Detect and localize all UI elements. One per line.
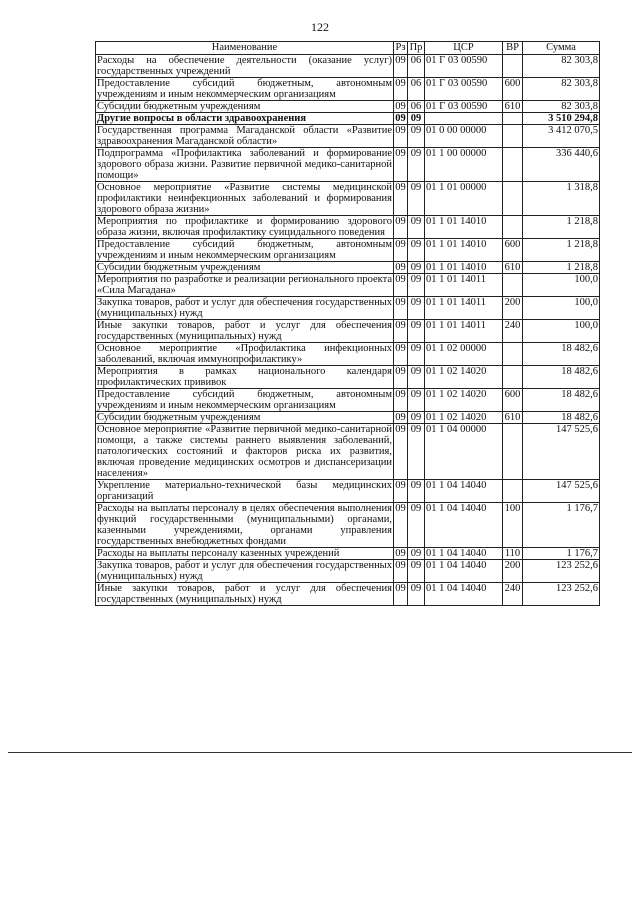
table-row <box>96 412 600 424</box>
cell-csr: 01 1 04 14040 <box>425 480 503 503</box>
cell-csr: 01 1 01 00000 <box>425 182 503 216</box>
table-row <box>96 424 600 480</box>
cell-vr: 110 <box>503 548 523 560</box>
cell-name: Закупка товаров, работ и услуг для обеспечения государственных (муниципальных) нужд <box>97 560 392 582</box>
cell-csr: 01 1 04 00000 <box>425 424 503 480</box>
table-row <box>96 343 600 366</box>
cell-vr: 610 <box>503 412 523 424</box>
cell-name: Основное мероприятие «Развитие первичной медико-санитарной помощи, а также системы раннего выявления заболеваний, патологических состояний и факторов риска их развития, включая проведение медицинских осмотров и диспансеризации населения» <box>97 424 392 479</box>
cell-rz: 09 <box>394 343 408 366</box>
header-sum: Сумма <box>523 42 600 55</box>
header-csr: ЦСР <box>425 42 503 55</box>
cell-name: Основное мероприятие «Развитие системы медицинской профилактики неинфекционных заболеваний и формирования здорового образа жизни» <box>97 182 392 215</box>
header-name: Наименование <box>96 42 394 55</box>
cell-rz: 09 <box>394 78 408 101</box>
cell-name: Подпрограмма «Профилактика заболеваний и формирование здорового образа жизни. Развитие первичной медико-санитарной помощи» <box>97 148 392 181</box>
cell-rz: 09 <box>395 113 406 124</box>
table-row <box>96 182 600 216</box>
cell-sum: 3 412 070,5 <box>523 125 600 148</box>
cell-sum: 123 252,6 <box>523 583 600 606</box>
cell-pr: 09 <box>408 148 425 182</box>
cell-rz: 09 <box>394 320 408 343</box>
cell-rz: 09 <box>394 424 408 480</box>
cell-vr <box>503 113 523 125</box>
cell-sum: 147 525,6 <box>523 424 600 480</box>
table-row <box>96 297 600 320</box>
table-row <box>96 583 600 606</box>
table-row <box>96 216 600 239</box>
cell-name: Иные закупки товаров, работ и услуг для обеспечения государственных (муниципальных) нужд <box>97 320 392 342</box>
table-row <box>96 239 600 262</box>
cell-sum: 18 482,6 <box>523 366 600 389</box>
cell-csr: 01 1 01 14011 <box>425 297 503 320</box>
cell-name: Иные закупки товаров, работ и услуг для обеспечения государственных (муниципальных) нужд <box>97 583 392 605</box>
cell-rz: 09 <box>394 503 408 548</box>
cell-vr <box>503 216 523 239</box>
cell-sum: 1 218,8 <box>523 262 600 274</box>
header-vr: ВР <box>503 42 523 55</box>
cell-name: Расходы на выплаты персоналу в целях обеспечения выполнения функций государственными (муниципальными) органами, казенными учреждениями, органами управления государственных внебюджетных фондами <box>97 503 392 547</box>
cell-rz: 09 <box>394 148 408 182</box>
cell-pr: 06 <box>408 78 425 101</box>
cell-rz: 09 <box>394 182 408 216</box>
table-row <box>96 274 600 297</box>
cell-vr <box>503 366 523 389</box>
cell-csr: 01 1 02 14020 <box>425 366 503 389</box>
cell-rz: 09 <box>394 389 408 412</box>
cell-vr: 600 <box>503 78 523 101</box>
cell-vr: 200 <box>503 297 523 320</box>
cell-name: Расходы на обеспечение деятельности (оказание услуг) государственных учреждений <box>97 55 392 77</box>
cell-pr: 09 <box>408 182 425 216</box>
cell-pr: 09 <box>408 412 425 424</box>
cell-rz: 09 <box>395 548 406 559</box>
table-row <box>96 389 600 412</box>
cell-sum: 100,0 <box>523 320 600 343</box>
cell-pr: 09 <box>408 389 425 412</box>
cell-rz: 09 <box>394 560 408 583</box>
cell-sum: 1 318,8 <box>523 182 600 216</box>
cell-name: Мероприятия по профилактике и формированию здорового образа жизни, включая профилактику суицидального поведения <box>97 216 392 238</box>
cell-csr: 01 Г 03 00590 <box>425 78 503 101</box>
cell-name: Основное мероприятие «Профилактика инфекционных заболеваний, включая иммунопрофилактику» <box>97 343 392 365</box>
cell-pr: 09 <box>408 548 425 560</box>
table-row <box>96 125 600 148</box>
table-row <box>96 548 600 560</box>
table-row <box>96 503 600 548</box>
cell-vr: 610 <box>503 101 523 113</box>
cell-rz: 09 <box>395 412 406 423</box>
cell-vr: 600 <box>503 239 523 262</box>
table-row <box>96 113 600 125</box>
cell-pr: 09 <box>408 560 425 583</box>
cell-pr: 09 <box>408 239 425 262</box>
table-row <box>96 366 600 389</box>
cell-sum: 1 218,8 <box>523 216 600 239</box>
cell-pr: 09 <box>408 343 425 366</box>
cell-csr: 01 1 04 14040 <box>425 560 503 583</box>
table-row <box>96 480 600 503</box>
cell-vr <box>503 148 523 182</box>
cell-pr: 09 <box>408 366 425 389</box>
cell-name: Мероприятия по разработке и реализации регионального проекта «Сила Магадана» <box>97 274 392 296</box>
cell-rz: 09 <box>395 262 406 273</box>
cell-sum: 100,0 <box>523 297 600 320</box>
cell-vr: 610 <box>503 262 523 274</box>
cell-csr: 01 1 02 14020 <box>425 412 503 424</box>
cell-vr <box>503 424 523 480</box>
table-row <box>96 148 600 182</box>
cell-sum: 18 482,6 <box>523 343 600 366</box>
cell-rz: 09 <box>394 274 408 297</box>
cell-pr: 09 <box>408 216 425 239</box>
cell-vr: 600 <box>503 389 523 412</box>
cell-csr <box>425 113 503 125</box>
cell-pr: 09 <box>408 262 425 274</box>
cell-pr: 06 <box>408 101 425 113</box>
cell-sum: 123 252,6 <box>523 560 600 583</box>
cell-rz: 09 <box>394 216 408 239</box>
cell-vr <box>503 125 523 148</box>
header-row <box>96 42 600 55</box>
cell-sum: 1 176,7 <box>523 503 600 548</box>
cell-sum: 3 510 294,8 <box>523 113 600 125</box>
table-body <box>96 55 600 606</box>
cell-name: Субсидии бюджетным учреждениям <box>96 412 394 424</box>
cell-pr: 09 <box>408 274 425 297</box>
cell-rz: 09 <box>394 366 408 389</box>
header-rz: Рз <box>395 42 406 53</box>
cell-vr <box>503 274 523 297</box>
cell-pr: 09 <box>408 503 425 548</box>
cell-sum: 82 303,8 <box>523 101 600 113</box>
header-pr: Пр <box>408 42 425 55</box>
cell-csr: 01 1 02 14020 <box>425 389 503 412</box>
cell-rz: 09 <box>394 125 408 148</box>
cell-csr: 01 1 04 14040 <box>425 583 503 606</box>
cell-sum: 18 482,6 <box>523 412 600 424</box>
cell-pr: 09 <box>408 125 425 148</box>
cell-name: Предоставление субсидий бюджетным, автономным учреждениям и иным некоммерческим организациям <box>97 389 392 411</box>
cell-csr: 01 0 00 00000 <box>425 125 503 148</box>
cell-name: Государственная программа Магаданской области «Развитие здравоохранения Магаданской области» <box>97 125 392 147</box>
cell-vr <box>503 480 523 503</box>
cell-vr: 240 <box>503 583 523 606</box>
table-row <box>96 262 600 274</box>
cell-vr: 240 <box>503 320 523 343</box>
budget-table <box>95 41 600 606</box>
page-number: 122 <box>311 20 329 34</box>
table-row <box>96 55 600 78</box>
cell-csr: 01 1 04 14040 <box>425 548 503 560</box>
cell-rz: 09 <box>394 480 408 503</box>
cell-sum: 18 482,6 <box>523 389 600 412</box>
cell-pr: 09 <box>408 297 425 320</box>
cell-sum: 82 303,8 <box>523 78 600 101</box>
table-row <box>96 101 600 113</box>
cell-csr: 01 1 01 14010 <box>425 262 503 274</box>
cell-csr: 01 Г 03 00590 <box>425 101 503 113</box>
cell-sum: 100,0 <box>523 274 600 297</box>
cell-name: Предоставление субсидий бюджетным, автономным учреждениям и иным некоммерческим организациям <box>97 239 392 261</box>
cell-sum: 1 176,7 <box>523 548 600 560</box>
cell-csr: 01 1 02 00000 <box>425 343 503 366</box>
table-row <box>96 560 600 583</box>
cell-name: Мероприятия в рамках национального календаря профилактических прививок <box>97 366 392 388</box>
cell-csr: 01 1 00 00000 <box>425 148 503 182</box>
cell-rz: 09 <box>394 55 408 78</box>
cell-vr <box>503 182 523 216</box>
table-row <box>96 78 600 101</box>
cell-pr: 06 <box>408 55 425 78</box>
cell-rz: 09 <box>395 101 406 112</box>
table-row <box>96 320 600 343</box>
cell-name: Закупка товаров, работ и услуг для обеспечения государственных (муниципальных) нужд <box>97 297 392 319</box>
cell-vr: 200 <box>503 560 523 583</box>
cell-sum: 82 303,8 <box>523 55 600 78</box>
cell-csr: 01 Г 03 00590 <box>425 55 503 78</box>
cell-pr: 09 <box>408 583 425 606</box>
cell-vr: 100 <box>503 503 523 548</box>
cell-csr: 01 1 01 14010 <box>425 216 503 239</box>
cell-sum: 147 525,6 <box>523 480 600 503</box>
cell-rz: 09 <box>394 583 408 606</box>
cell-name: Предоставление субсидий бюджетным, автономным учреждениям и иным некоммерческим организациям <box>97 78 392 100</box>
cell-pr: 09 <box>408 113 425 125</box>
cell-vr <box>503 55 523 78</box>
cell-sum: 1 218,8 <box>523 239 600 262</box>
cell-name: Субсидии бюджетным учреждениям <box>96 101 394 113</box>
cell-csr: 01 1 04 14040 <box>425 503 503 548</box>
cell-vr <box>503 343 523 366</box>
cell-name: Укрепление материально-технической базы медицинских организаций <box>97 480 392 502</box>
cell-csr: 01 1 01 14010 <box>425 239 503 262</box>
cell-pr: 09 <box>408 320 425 343</box>
cell-rz: 09 <box>394 297 408 320</box>
cell-rz: 09 <box>394 239 408 262</box>
cell-pr: 09 <box>408 480 425 503</box>
cell-csr: 01 1 01 14011 <box>425 274 503 297</box>
cell-sum: 336 440,6 <box>523 148 600 182</box>
cell-name: Расходы на выплаты персоналу казенных учреждений <box>96 548 394 560</box>
cell-csr: 01 1 01 14011 <box>425 320 503 343</box>
cell-pr: 09 <box>408 424 425 480</box>
footer-rule <box>8 752 632 753</box>
cell-name: Субсидии бюджетным учреждениям <box>96 262 394 274</box>
table-header <box>96 42 600 55</box>
cell-name: Другие вопросы в области здравоохранения <box>96 113 394 125</box>
